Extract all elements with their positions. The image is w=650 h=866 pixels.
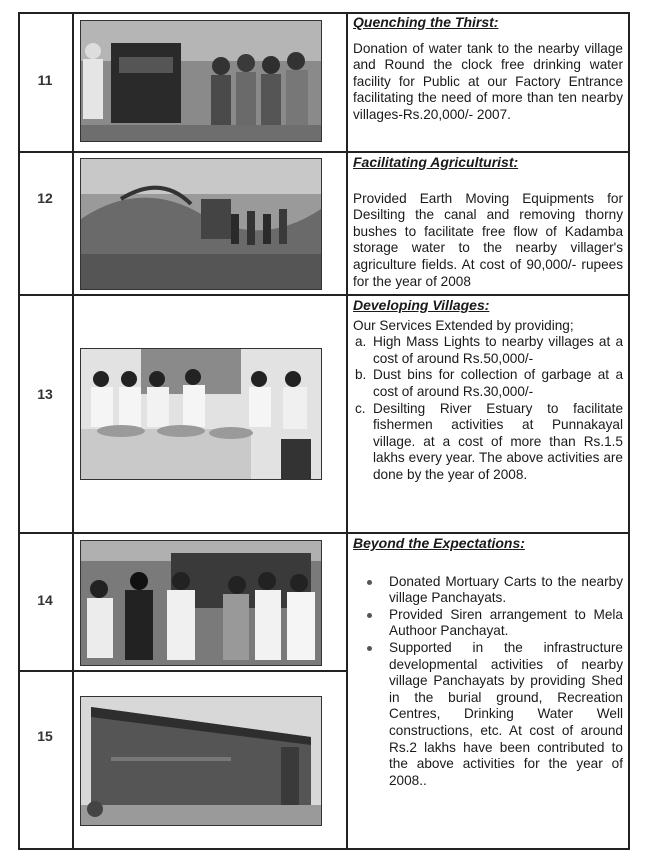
row-heading: Quenching the Thirst:	[353, 14, 499, 30]
bullet-icon	[367, 580, 372, 585]
bullet-icon	[367, 646, 372, 651]
row-11-description	[353, 14, 623, 124]
row-13-description	[353, 297, 623, 484]
list-item-text: High Mass Lights to nearby villages at a cost of around Rs.50,000/-	[373, 334, 623, 366]
row-heading: Beyond the Expectations:	[353, 535, 525, 551]
row-number: 13	[37, 386, 53, 402]
row-body: Provided Earth Moving Equipments for Desilting the canal and removing thorny bushes to facilitate free flow of Kadamba storage water to the nearby villager's agriculture fields. At cost of 90,000/- rupees for the year of 2008	[353, 190, 623, 289]
list-item	[353, 574, 623, 607]
table-border-row-12-13	[18, 294, 630, 296]
services-list	[353, 334, 623, 483]
photo-burial-shed	[80, 696, 322, 826]
row-intro: Our Services Extended by providing;	[353, 317, 574, 333]
list-marker: b.	[355, 367, 367, 383]
list-item-text: Supported in the infrastructure developmental activities of nearby village Panchayats by providing Shed in the burial ground, Recreation Centres, Drinking Water Well constructions, etc. At cost of around Rs.2 lakhs have been contributed to the above activities for the year of 2008..	[389, 639, 623, 788]
list-item	[353, 640, 623, 789]
row-12-description	[353, 154, 623, 290]
list-item	[353, 607, 623, 640]
row-number: 11	[37, 72, 53, 88]
bullet-icon	[367, 613, 372, 618]
table-border-row-11-12	[18, 151, 630, 153]
table-border-row-14-15	[18, 670, 348, 672]
row-heading: Developing Villages:	[353, 297, 490, 313]
table-border-row-13-14	[18, 532, 630, 534]
list-item-text: Desilting River Estuary to facilitate fishermen activities at Punnakayal village. at a cost of more than Rs.1.5 lakhs every year. The above activities are done by the year of 2008.	[373, 400, 623, 482]
list-item	[353, 401, 623, 484]
list-item-text: Donated Mortuary Carts to the nearby village Panchayats.	[389, 573, 623, 606]
list-item-text: Provided Siren arrangement to Mela Authoor Panchayat.	[389, 606, 623, 639]
photo-earth-moving	[80, 158, 322, 290]
list-item	[353, 334, 623, 367]
table-border-col-1	[72, 12, 74, 850]
table-border-left	[18, 12, 20, 850]
list-item	[353, 367, 623, 400]
list-marker: c.	[355, 400, 366, 416]
row-14-description	[353, 535, 623, 789]
table-border-bottom	[18, 848, 630, 850]
table-border-col-2	[346, 12, 348, 850]
expectations-list	[353, 574, 623, 790]
list-marker: a.	[355, 334, 367, 350]
row-number: 14	[37, 592, 53, 608]
photo-developing-villages	[80, 348, 322, 480]
row-number: 12	[37, 190, 53, 206]
row-number: 15	[37, 728, 53, 744]
row-heading: Facilitating Agriculturist:	[353, 154, 519, 170]
row-body: Donation of water tank to the nearby village and Round the clock free drinking water facility for Public at our Factory Entrance facilitating the need of more than ten nearby villages-Rs.20,000/- 2007.	[353, 40, 623, 122]
photo-water-tank	[80, 20, 322, 142]
photo-mortuary-carts	[80, 540, 322, 666]
list-item-text: Dust bins for collection of garbage at a cost of around Rs.30,000/-	[373, 367, 623, 399]
table-border-right	[628, 12, 630, 850]
